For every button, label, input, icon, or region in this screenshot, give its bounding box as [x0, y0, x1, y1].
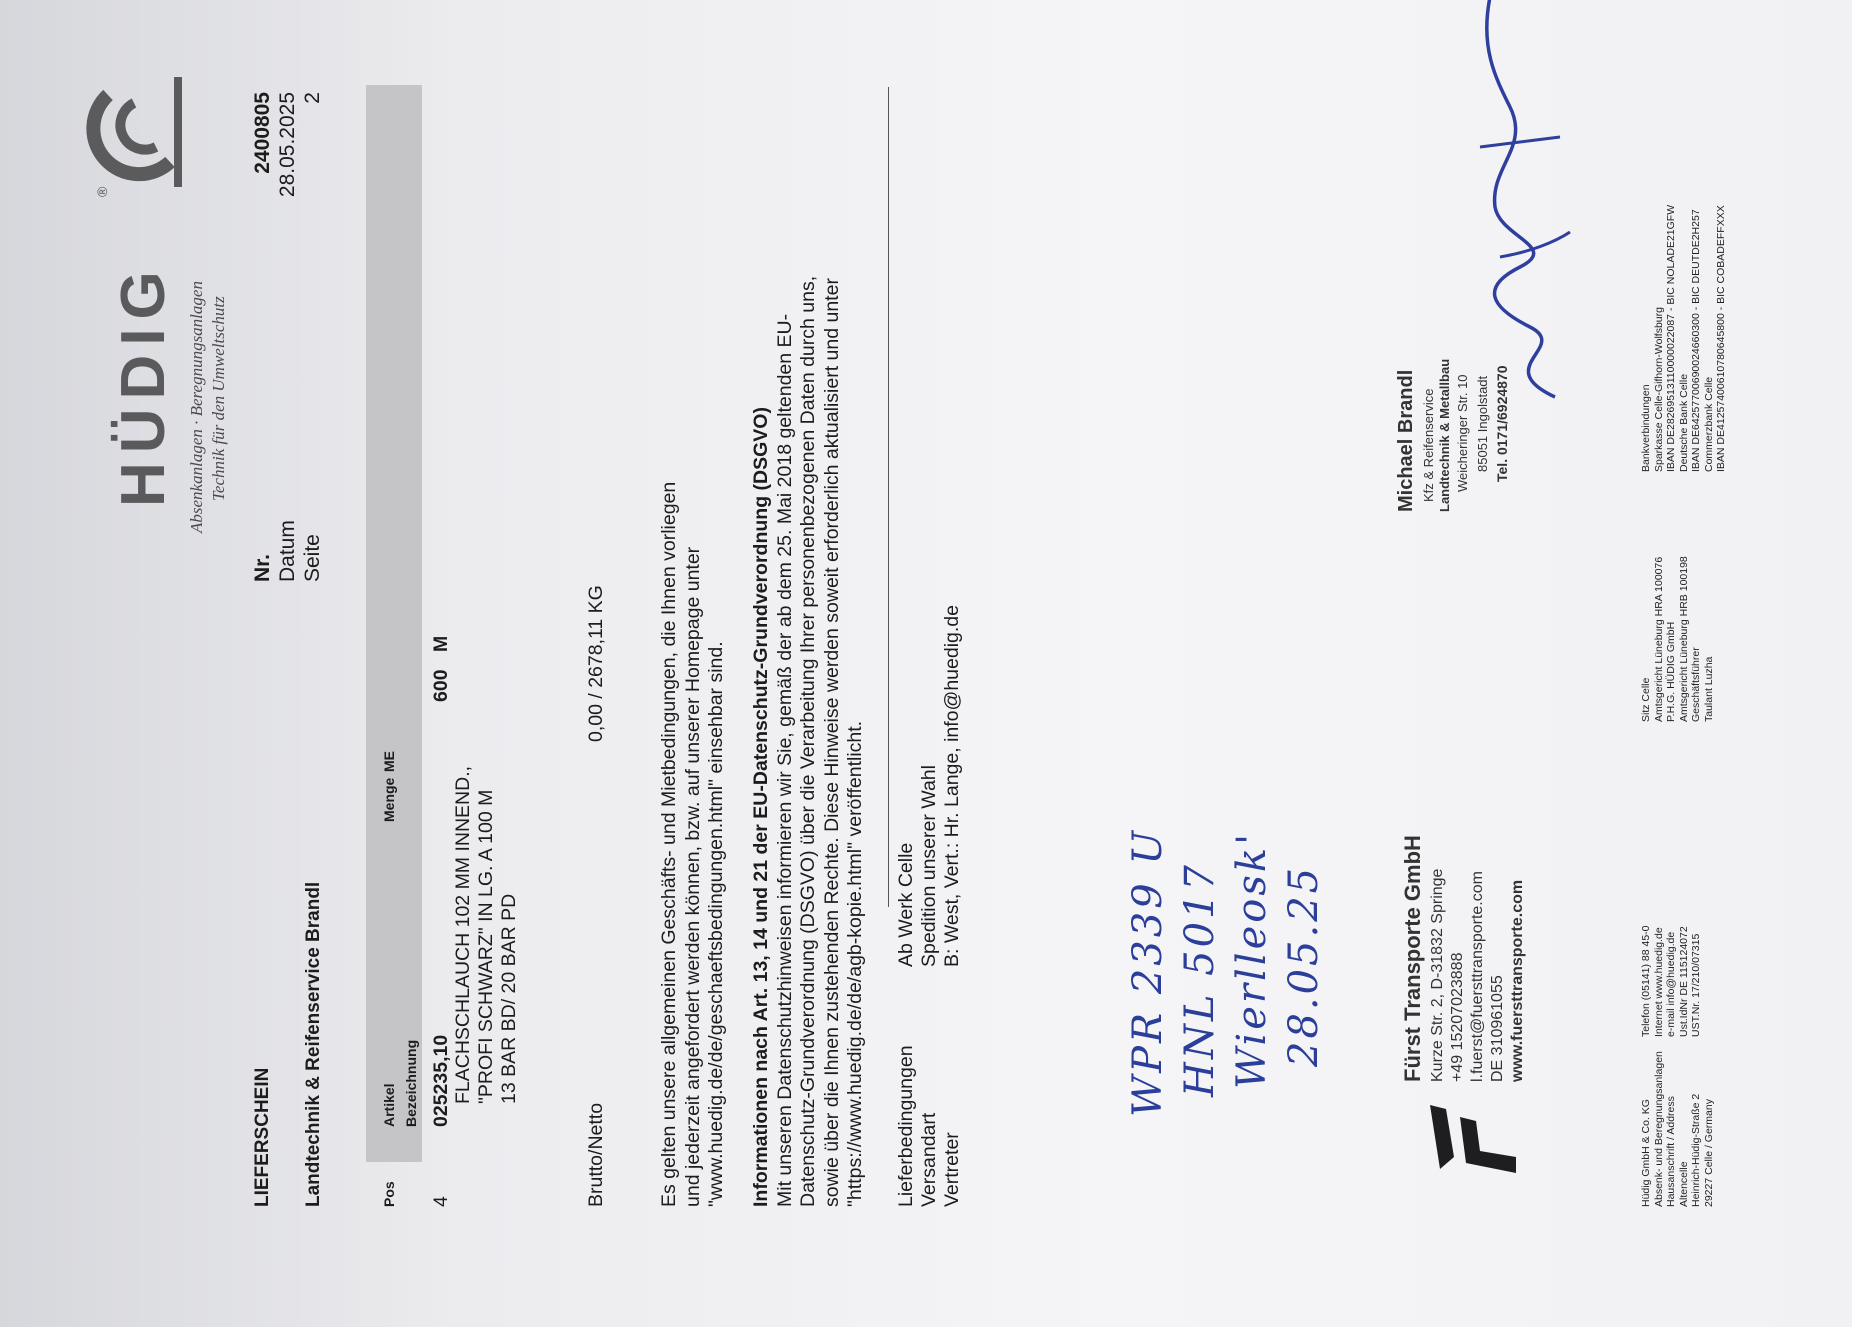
- document-title: LIEFERSCHEIN: [252, 1067, 273, 1207]
- stamp-line-1: Kfz & Reifenservice: [1421, 388, 1436, 502]
- footer-company-line-1: Hüdig GmbH & Co. KG: [1640, 1099, 1652, 1207]
- footer-registry-line-2: Amtsgericht Lüneburg HRA 100076: [1652, 556, 1665, 722]
- row-artikel: 025235,10: [430, 1034, 452, 1127]
- signature-icon: [1460, 0, 1580, 407]
- terms-block: [658, 157, 729, 1207]
- footer-company-line-4: Altencelle: [1677, 1161, 1690, 1207]
- datum-label: Datum: [276, 520, 299, 582]
- footer-contact-line-4: Ust.IdNr DE 115124072: [1677, 926, 1690, 1037]
- footer-bank: [1640, 205, 1728, 472]
- delivery-divider: [888, 87, 889, 907]
- logo-mark-icon: [78, 67, 188, 187]
- carrier-stamp: [1400, 697, 1550, 1177]
- footer-registry-line-6: Taulant Luzha: [1702, 656, 1715, 722]
- customer-name: Landtechnik & Reifenservice Brandl: [303, 881, 324, 1207]
- privacy-line-1: Mit unseren Datenschutzhinweisen informieren wir Sie, gemäß der ab dem 25. Mai 2018 geltenden EU-: [773, 313, 796, 1207]
- seite-label: Seite: [301, 534, 324, 582]
- logo-wordmark: HÜDIG: [109, 262, 178, 507]
- footer-registry: [1640, 556, 1715, 722]
- footer-registry-line-4: Amtsgericht Lüneburg HRB 100198: [1677, 556, 1690, 722]
- logo-tagline-1: Absenkanlagen · Beregnungsanlagen: [187, 281, 206, 533]
- weight-label: Brutto/Netto: [585, 1102, 607, 1207]
- logo-tagline-2: Technik für den Umweltschutz: [209, 296, 228, 501]
- footer-bank-line-3: IBAN DE28269513110000022087 - BIC NOLADE21GFW: [1665, 204, 1677, 472]
- footer-company-line-6: 29227 Celle / Germany: [1702, 1099, 1715, 1207]
- footer-contact-line-2: Internet www.huedig.de: [1652, 927, 1665, 1037]
- company-logo: [70, 37, 240, 597]
- weight-value: 0,00 / 2678,11 KG: [585, 585, 607, 742]
- nr-value: 2400805: [251, 92, 274, 174]
- row-menge: 600: [430, 669, 452, 702]
- carrier-address: Kurze Str. 2, D-31832 Springe: [1429, 868, 1446, 1082]
- row-me: M: [430, 635, 452, 652]
- column-me: ME: [381, 751, 397, 772]
- stamp-line-3: Weicheringer Str. 10: [1455, 374, 1470, 492]
- versandart-label: Versandart: [918, 1112, 940, 1207]
- seite-value: 2: [301, 92, 324, 104]
- column-pos: Pos: [381, 1181, 397, 1207]
- nr-label: Nr.: [251, 553, 274, 582]
- column-menge: Menge: [381, 777, 397, 822]
- handwriting-line-2: HNL 5017: [1177, 862, 1223, 1097]
- stamp-line-2: Landtechnik & Metallbau: [1437, 358, 1452, 512]
- table-row: [430, 627, 540, 1207]
- privacy-block: [750, 27, 868, 1207]
- carrier-email: l.fuerst@fuersttransporte.com: [1469, 871, 1486, 1082]
- privacy-heading: Informationen nach Art. 13, 14 und 21 der EU-Datenschutz-Grundverordnung (DSGVO): [750, 407, 772, 1207]
- row-pos: 4: [430, 1196, 452, 1207]
- footer-bank-line-6: Commerzbank Celle: [1702, 376, 1715, 472]
- footer-contact-line-3: e-mail info@huedig.de: [1665, 931, 1677, 1037]
- carrier-name: Fürst Transporte GmbH: [1400, 835, 1425, 1082]
- vertreter-value: B: West, Vert.: Hr. Lange, info@huedig.de: [941, 605, 963, 967]
- handwritten-note: [1125, 547, 1355, 1147]
- datum-value: 28.05.2025: [276, 92, 299, 198]
- carrier-vat: DE 310961055: [1489, 975, 1506, 1082]
- handwriting-line-4: 28.05.25: [1281, 864, 1327, 1067]
- stamp-name: Michael Brandl: [1395, 369, 1417, 512]
- footer-bank-line-5: IBAN DE64257700690024660300 - BIC DEUTDE2H257: [1690, 209, 1702, 472]
- row-description-2: "PROFI SCHWARZ" IN LG. A 100 M: [475, 789, 497, 1104]
- footer-company: [1640, 1051, 1715, 1207]
- privacy-line-2: Datenschutz-Grundverordnung (DSGVO) über die Verarbeitung Ihrer personenbezogenen Daten durch uns,: [797, 275, 819, 1207]
- row-description-1: FLACHSCHLAUCH 102 MM INNEND.,: [452, 765, 474, 1104]
- footer-contact: [1640, 926, 1703, 1038]
- terms-line-3: "www.huedig.de/de/geschaeftsbedingungen.html" einsehbar sind.: [705, 641, 727, 1207]
- terms-line-1: Es gelten unsere allgemeinen Geschäfts- und Mietbedingungen, die Ihnen vorliegen: [658, 481, 680, 1207]
- handwriting-line-3: Wierlleosk': [1229, 830, 1275, 1089]
- stamp-line-4: 85051 Ingolstadt: [1475, 375, 1490, 472]
- footer-company-line-2: Absenk- und Beregnungsanlagen: [1652, 1051, 1665, 1207]
- stamp-line-5: Tel. 0171/6924870: [1494, 365, 1510, 482]
- carrier-web: www.fuersttransporte.com: [1509, 879, 1526, 1082]
- privacy-line-4: "https://www.huedig.de/de/agb-kopie.html" veröffentlicht.: [844, 720, 866, 1207]
- lieferbedingungen-label: Lieferbedingungen: [895, 1045, 917, 1207]
- handwriting-line-1: WPR 2339 U: [1125, 827, 1171, 1117]
- lieferbedingungen-value: Ab Werk Celle: [895, 842, 917, 967]
- terms-line-2: und jederzeit angefordert werden können, bzw. auf unserer Homepage unter: [681, 546, 704, 1207]
- footer-bank-line-4: Deutsche Bank Celle: [1677, 373, 1690, 472]
- column-bezeichnung: Bezeichnung: [403, 1039, 419, 1127]
- footer-bank-line-2: Sparkasse Celle-Gifhorn-Wolfsburg: [1652, 307, 1665, 472]
- footer-registry-line-5: Geschäftsführer: [1690, 647, 1702, 722]
- column-artikel: Artikel: [381, 1083, 397, 1127]
- footer-company-line-5: Heinrich-Hüdig-Straße 2: [1690, 1093, 1702, 1207]
- carrier-phone: +49 15207023888: [1449, 952, 1466, 1082]
- footer: [1640, 47, 1760, 1207]
- versandart-value: Spedition unserer Wahl: [918, 765, 940, 967]
- vertreter-label: Vertreter: [941, 1132, 963, 1207]
- footer-contact-line-5: UST.Nr. 17/210/07315: [1690, 933, 1702, 1037]
- footer-registry-line-3: P.H.G. HÜDIG GmbH: [1665, 621, 1677, 722]
- row-description-3: 13 BAR BD/ 20 BAR PD: [498, 893, 520, 1104]
- footer-contact-line-1: Telefon (05141) 88 45-0: [1640, 925, 1652, 1037]
- table-header-band: [366, 85, 422, 1162]
- footer-registry-line-1: Sitz Celle: [1640, 677, 1652, 722]
- registered-mark: ®: [94, 186, 110, 197]
- footer-bank-line-7: IBAN DE41257400610780645800 - BIC COBADEFFXXX: [1715, 205, 1727, 472]
- footer-company-line-3: Hausanschrift / Address: [1665, 1096, 1677, 1207]
- carrier-logo-icon: [1420, 1097, 1520, 1177]
- privacy-line-3: sowie über die Ihnen zustehenden Rechte. Diese Hinweise werden soweit erforderlich aktualisiert und unter: [820, 278, 843, 1207]
- footer-bank-line-1: Bankverbindungen: [1640, 384, 1652, 472]
